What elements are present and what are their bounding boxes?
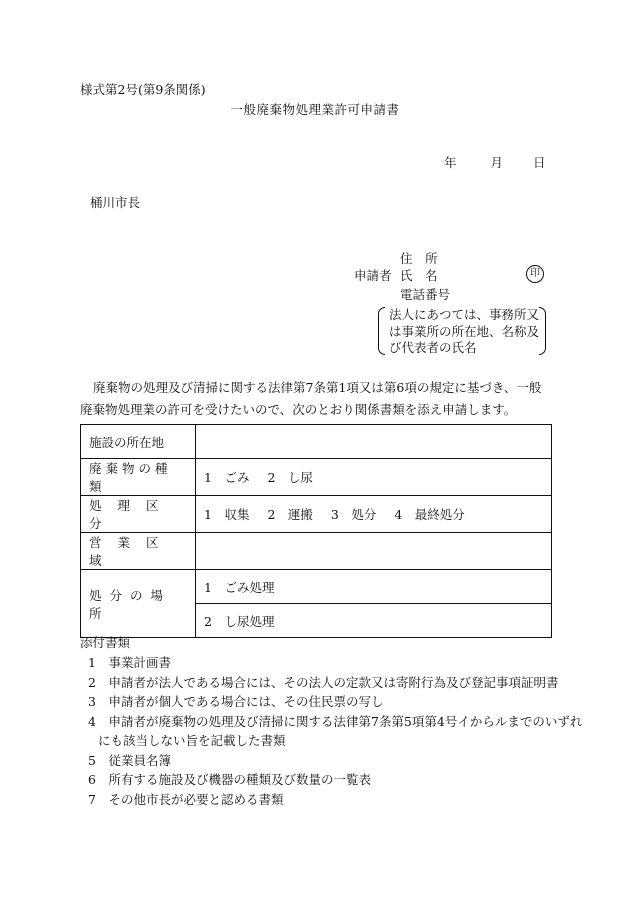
facility-location-field[interactable] <box>196 425 552 459</box>
table-row <box>81 533 552 570</box>
address-label: 住 所 <box>400 251 438 266</box>
name-label: 氏 名 <box>400 268 438 283</box>
list-item: 6 所有する施設及び機器の種類及び数量の一覧表 <box>88 772 371 787</box>
processing-option[interactable]: 4 最終処分 <box>394 507 465 522</box>
processing-option[interactable]: 1 収集 <box>204 507 250 522</box>
table-row <box>81 425 552 459</box>
left-bracket <box>378 307 385 355</box>
table-row <box>81 496 552 533</box>
date-month: 月 <box>490 155 503 170</box>
waste-type-option[interactable]: 1 ごみ <box>204 470 250 485</box>
date-day: 日 <box>532 155 546 170</box>
application-table <box>80 424 552 638</box>
list-item: 5 従業員名簿 <box>88 752 171 768</box>
addressee: 桶川市長 <box>90 195 141 210</box>
waste-type-options <box>196 459 552 496</box>
list-item: 3 申請者が個人である場合には、その住民票の写し <box>88 694 384 709</box>
right-bracket <box>539 307 546 355</box>
attachments-heading: 添付書類 <box>80 635 131 650</box>
processing-option[interactable]: 3 処分 <box>330 507 377 522</box>
seal-mark: 印 <box>526 265 544 283</box>
processing-label: 処理区分 <box>81 496 196 533</box>
facility-location-text: 施設の所在地 <box>89 434 165 450</box>
phone-label: 電話番号 <box>400 287 451 302</box>
processing-options <box>196 496 552 533</box>
list-item: 4 申請者が廃棄物の処理及び清掃に関する法律第7条第5項第4号イからルまでのいずれ <box>88 713 583 729</box>
processing-option[interactable]: 2 運搬 <box>267 507 313 522</box>
attachments-list <box>88 653 583 809</box>
form-number: 様式第2号(第9条関係) <box>80 82 206 97</box>
table-row <box>81 459 552 496</box>
list-item: 1 事業計画書 <box>88 655 171 670</box>
applicant-role-label: 申請者 <box>354 268 392 283</box>
corporate-note <box>378 307 546 355</box>
list-item: 7 その他市長が必要と認める書類 <box>88 791 284 807</box>
disposal-place-label: 処分の場所 <box>81 570 196 638</box>
table-row <box>81 570 552 604</box>
business-area-field[interactable] <box>196 533 552 570</box>
disposal-place-option[interactable]: 1 ごみ処理 <box>196 570 552 604</box>
business-area-label: 営業区域 <box>81 533 196 570</box>
disposal-place-option[interactable]: 2 し尿処理 <box>196 604 552 638</box>
corporate-note-text: 法人にあつては、事務所又は事業所の所在地、名称及び代表者の氏名 <box>389 307 540 355</box>
date-year: 年 <box>444 155 457 170</box>
list-item: 2 申請者が法人である場合には、その法人の定款又は寄附行為及び登記事項証明書 <box>88 674 559 690</box>
document-title: 一般廃棄物処理業許可申請書 <box>230 102 400 117</box>
list-item: にも該当しない旨を記載した書類 <box>98 733 286 748</box>
facility-location-label <box>81 425 196 459</box>
waste-type-option[interactable]: 2 し尿 <box>267 470 313 485</box>
application-statement: 廃棄物の処理及び清掃に関する法律第7条第1項又は第6項の規定に基づき、一般廃棄物処理業の許可を受けたいので、次のとおり関係書類を添え申請します。 <box>80 380 542 417</box>
waste-type-label: 廃棄物の種類 <box>81 459 196 496</box>
date-line <box>444 153 545 171</box>
